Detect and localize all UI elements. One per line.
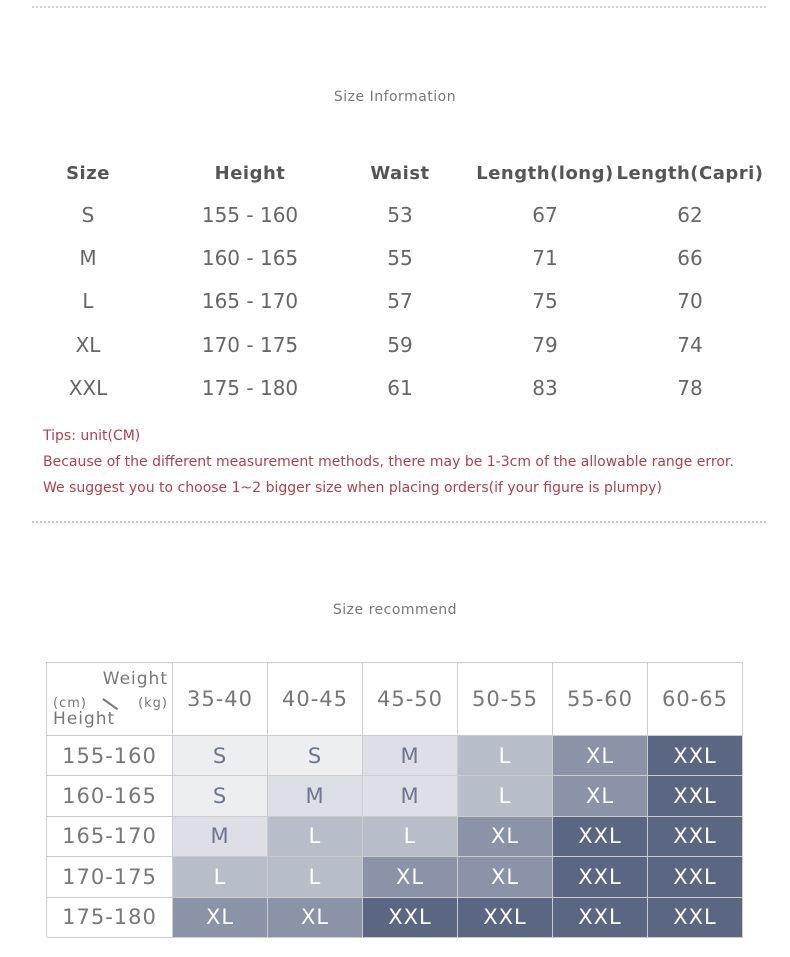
size-cell: XXL bbox=[458, 898, 553, 938]
cell-waist: 59 bbox=[387, 333, 413, 357]
table-row bbox=[0, 195, 790, 235]
size-cell: XXL bbox=[363, 898, 458, 938]
cell-waist: 55 bbox=[387, 246, 413, 270]
cell-size: L bbox=[82, 289, 94, 313]
size-cell: L bbox=[268, 817, 363, 857]
size-cell: L bbox=[173, 857, 268, 897]
size-cell: M bbox=[268, 776, 363, 816]
size-cell: L bbox=[363, 817, 458, 857]
header-length-capri: Length(Capri) bbox=[616, 163, 764, 184]
size-cell: XL bbox=[553, 736, 648, 776]
corner-diagonal-divider bbox=[103, 698, 119, 710]
size-cell: XXL bbox=[553, 817, 648, 857]
cell-length-long: 67 bbox=[532, 203, 558, 227]
header-waist: Waist bbox=[370, 163, 430, 184]
size-cell: XL bbox=[268, 898, 363, 938]
table-row bbox=[0, 281, 790, 321]
size-cell: S bbox=[173, 776, 268, 816]
cell-size: S bbox=[81, 203, 95, 227]
size-cell: XXL bbox=[648, 776, 743, 816]
middle-divider bbox=[32, 521, 766, 523]
height-header-175-180: 175-180 bbox=[47, 898, 173, 938]
height-header-160-165: 160-165 bbox=[47, 776, 173, 816]
cell-waist: 61 bbox=[387, 376, 413, 400]
cell-size: M bbox=[79, 246, 97, 270]
size-cell: S bbox=[173, 736, 268, 776]
size-cell: M bbox=[363, 736, 458, 776]
cell-height: 170 - 175 bbox=[201, 333, 299, 357]
size-cell: XXL bbox=[648, 857, 743, 897]
height-header-170-175: 170-175 bbox=[47, 857, 173, 897]
size-information-title: Size Information bbox=[333, 89, 457, 105]
height-header-165-170: 165-170 bbox=[47, 817, 173, 857]
size-cell: M bbox=[173, 817, 268, 857]
size-cell: L bbox=[458, 776, 553, 816]
size-recommend-title: Size recommend bbox=[332, 602, 458, 618]
cell-length-long: 71 bbox=[532, 246, 558, 270]
weight-header-50-55: 50-55 bbox=[458, 663, 553, 736]
corner-kg-label: (kg) bbox=[138, 696, 168, 711]
weight-header-45-50: 45-50 bbox=[363, 663, 458, 736]
grid-corner-cell bbox=[47, 663, 173, 736]
corner-weight-label: Weight bbox=[102, 669, 168, 689]
size-cell: XL bbox=[458, 817, 553, 857]
tip-unit: Tips: unit(CM) bbox=[43, 428, 141, 444]
header-size: Size bbox=[66, 163, 110, 184]
tip-bigger-size: We suggest you to choose 1~2 bigger size when placing orders(if your figure is plumpy) bbox=[43, 480, 662, 496]
size-cell: XL bbox=[553, 776, 648, 816]
cell-height: 165 - 170 bbox=[201, 289, 299, 313]
corner-cm-label: (cm) bbox=[53, 696, 87, 711]
size-cell: S bbox=[268, 736, 363, 776]
weight-header-55-60: 55-60 bbox=[553, 663, 648, 736]
cell-length-long: 75 bbox=[532, 289, 558, 313]
size-cell: XXL bbox=[553, 898, 648, 938]
size-cell: M bbox=[363, 776, 458, 816]
size-cell: XL bbox=[173, 898, 268, 938]
cell-length-capri: 78 bbox=[677, 376, 703, 400]
size-cell: L bbox=[458, 736, 553, 776]
cell-size: XL bbox=[75, 333, 101, 357]
table-row bbox=[0, 325, 790, 365]
size-cell: XXL bbox=[648, 898, 743, 938]
size-cell: XL bbox=[363, 857, 458, 897]
size-cell: XL bbox=[458, 857, 553, 897]
cell-height: 175 - 180 bbox=[201, 376, 299, 400]
size-cell: XXL bbox=[648, 817, 743, 857]
corner-height-label: Height bbox=[53, 709, 116, 729]
tip-measurement-error: Because of the different measurement methods, there may be 1-3cm of the allowable range error. bbox=[43, 454, 734, 470]
size-cell: XXL bbox=[553, 857, 648, 897]
cell-height: 160 - 165 bbox=[201, 246, 299, 270]
height-header-155-160: 155-160 bbox=[47, 736, 173, 776]
cell-height: 155 - 160 bbox=[201, 203, 299, 227]
cell-length-long: 79 bbox=[532, 333, 558, 357]
table-header-row bbox=[0, 154, 790, 194]
cell-waist: 57 bbox=[387, 289, 413, 313]
cell-length-capri: 74 bbox=[677, 333, 703, 357]
weight-header-40-45: 40-45 bbox=[268, 663, 363, 736]
cell-length-capri: 62 bbox=[677, 203, 703, 227]
cell-length-capri: 66 bbox=[677, 246, 703, 270]
header-height: Height bbox=[214, 163, 286, 184]
size-cell: L bbox=[268, 857, 363, 897]
weight-header-60-65: 60-65 bbox=[648, 663, 743, 736]
cell-waist: 53 bbox=[387, 203, 413, 227]
table-row bbox=[0, 368, 790, 408]
header-length-long: Length(long) bbox=[476, 163, 614, 184]
cell-length-capri: 70 bbox=[677, 289, 703, 313]
size-recommend-grid bbox=[46, 662, 743, 937]
cell-size: XXL bbox=[68, 376, 108, 400]
top-divider bbox=[32, 6, 766, 8]
table-row bbox=[0, 238, 790, 278]
cell-length-long: 83 bbox=[532, 376, 558, 400]
size-tips bbox=[43, 423, 734, 501]
size-cell: XXL bbox=[648, 736, 743, 776]
weight-header-35-40: 35-40 bbox=[173, 663, 268, 736]
